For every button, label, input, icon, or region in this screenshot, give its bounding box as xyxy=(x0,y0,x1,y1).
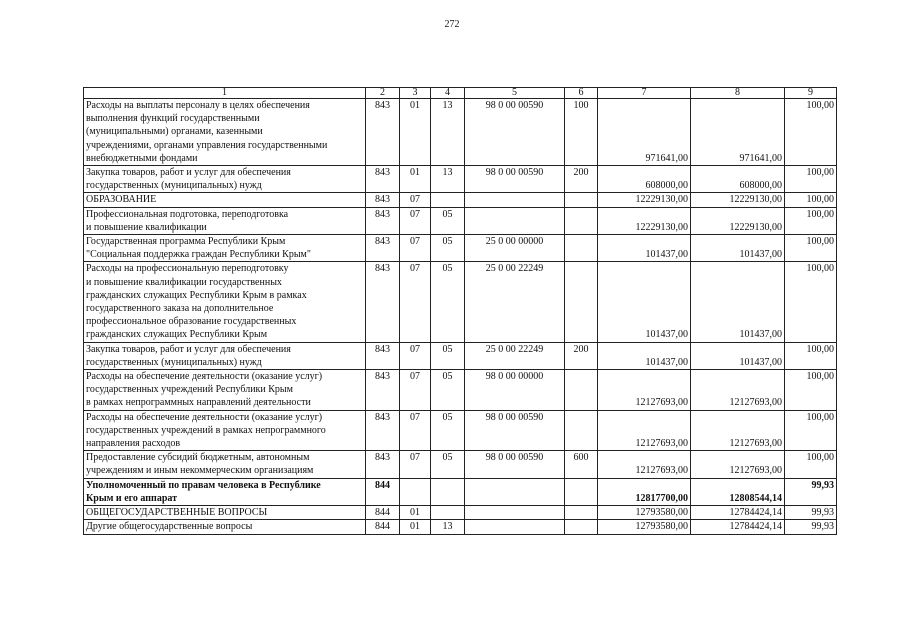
description-line: Закупка товаров, работ и услуг для обеспечения xyxy=(86,343,291,355)
section-code-cell: 07 xyxy=(400,342,431,369)
subsection-code-cell: 05 xyxy=(431,262,465,342)
subsection-code-cell: 13 xyxy=(431,166,465,193)
header-cell: 9 xyxy=(785,88,837,99)
description-line: в рамках непрограммных направлений деятельности xyxy=(86,397,311,409)
subsection-code-cell: 05 xyxy=(431,451,465,478)
section-code-cell: 07 xyxy=(400,410,431,451)
executed-amount-cell: 101437,00 xyxy=(691,235,785,262)
executed-amount-cell: 12127693,00 xyxy=(691,410,785,451)
percent-cell: 100,00 xyxy=(785,166,837,193)
header-cell: 7 xyxy=(598,88,691,99)
percent-cell: 100,00 xyxy=(785,342,837,369)
table-row xyxy=(84,262,837,342)
section-code-cell: 07 xyxy=(400,193,431,207)
target-article-cell xyxy=(465,207,565,234)
subsection-code-cell: 05 xyxy=(431,235,465,262)
section-code-cell: 01 xyxy=(400,506,431,520)
target-article-cell xyxy=(465,520,565,534)
description-line: Крым и его аппарат xyxy=(86,492,178,504)
budget-table xyxy=(83,87,837,535)
description-line: Профессиональная подготовка, переподготовка xyxy=(86,208,289,220)
section-code-cell: 01 xyxy=(400,99,431,166)
glava-code-cell: 843 xyxy=(366,99,400,166)
description-cell xyxy=(84,166,366,193)
percent-cell: 100,00 xyxy=(785,207,837,234)
expense-type-cell xyxy=(565,193,598,207)
percent-cell: 99,93 xyxy=(785,478,837,505)
glava-code-cell: 843 xyxy=(366,166,400,193)
plan-amount-cell: 101437,00 xyxy=(598,262,691,342)
description-line: и повышение квалификации xyxy=(86,221,207,233)
description-line: государственных (муниципальных) нужд xyxy=(86,356,262,368)
description-line: "Социальная поддержка граждан Республики Крым" xyxy=(86,249,311,261)
percent-cell: 100,00 xyxy=(785,235,837,262)
description-line: государственных (муниципальных) нужд xyxy=(86,180,262,192)
description-line: Закупка товаров, работ и услуг для обеспечения xyxy=(86,167,291,179)
description-line: профессиональное образование государственных xyxy=(86,316,297,328)
subsection-code-cell xyxy=(431,506,465,520)
expense-type-cell xyxy=(565,410,598,451)
description-cell xyxy=(84,451,366,478)
plan-amount-cell: 12127693,00 xyxy=(598,451,691,478)
page-number: 272 xyxy=(444,19,460,30)
description-line: Предоставление субсидий бюджетным, автономным xyxy=(86,452,310,464)
executed-amount-cell: 608000,00 xyxy=(691,166,785,193)
section-code-cell: 07 xyxy=(400,451,431,478)
description-line: внебюджетными фондами xyxy=(86,152,198,164)
description-line: ОБЩЕГОСУДАРСТВЕННЫЕ ВОПРОСЫ xyxy=(86,507,268,519)
header-cell: 5 xyxy=(465,88,565,99)
glava-code-cell: 843 xyxy=(366,235,400,262)
executed-amount-cell: 12784424,14 xyxy=(691,520,785,534)
description-line: учреждениями, органами управления государственными xyxy=(86,139,328,151)
header-cell: 3 xyxy=(400,88,431,99)
glava-code-cell: 843 xyxy=(366,410,400,451)
plan-amount-cell: 971641,00 xyxy=(598,99,691,166)
header-cell: 8 xyxy=(691,88,785,99)
table-row xyxy=(84,166,837,193)
subsection-code-cell: 05 xyxy=(431,370,465,411)
header-cell: 1 xyxy=(84,88,366,99)
executed-amount-cell: 12127693,00 xyxy=(691,451,785,478)
description-cell xyxy=(84,235,366,262)
glava-code-cell: 843 xyxy=(366,342,400,369)
expense-type-cell: 200 xyxy=(565,166,598,193)
description-cell xyxy=(84,370,366,411)
description-cell xyxy=(84,262,366,342)
subsection-code-cell: 05 xyxy=(431,207,465,234)
section-code-cell: 07 xyxy=(400,207,431,234)
expense-type-cell xyxy=(565,478,598,505)
description-line: государственных учреждений в рамках непрограммного xyxy=(86,424,326,436)
target-article-cell: 98 0 00 00000 xyxy=(465,370,565,411)
percent-cell: 100,00 xyxy=(785,262,837,342)
plan-amount-cell: 608000,00 xyxy=(598,166,691,193)
glava-code-cell: 843 xyxy=(366,193,400,207)
percent-cell: 100,00 xyxy=(785,193,837,207)
section-code-cell xyxy=(400,478,431,505)
subsection-code-cell: 13 xyxy=(431,520,465,534)
percent-cell: 100,00 xyxy=(785,370,837,411)
expense-type-cell xyxy=(565,520,598,534)
glava-code-cell: 843 xyxy=(366,262,400,342)
description-line: Расходы на выплаты персоналу в целях обеспечения xyxy=(86,100,310,111)
expense-type-cell xyxy=(565,370,598,411)
table-row xyxy=(84,451,837,478)
description-line: учреждениям и иным некоммерческим организациям xyxy=(86,465,314,477)
target-article-cell: 25 0 00 00000 xyxy=(465,235,565,262)
target-article-cell: 98 0 00 00590 xyxy=(465,451,565,478)
executed-amount-cell: 101437,00 xyxy=(691,342,785,369)
expense-type-cell: 100 xyxy=(565,99,598,166)
header-cell: 6 xyxy=(565,88,598,99)
table-row xyxy=(84,207,837,234)
glava-code-cell: 843 xyxy=(366,451,400,478)
plan-amount-cell: 101437,00 xyxy=(598,342,691,369)
header-row xyxy=(84,88,837,99)
description-line: и повышение квалификации государственных xyxy=(86,276,282,288)
table-row xyxy=(84,506,837,520)
table-row xyxy=(84,478,837,505)
target-article-cell: 25 0 00 22249 xyxy=(465,262,565,342)
target-article-cell: 98 0 00 00590 xyxy=(465,99,565,166)
executed-amount-cell: 12229130,00 xyxy=(691,207,785,234)
expense-type-cell: 600 xyxy=(565,451,598,478)
header-cell: 2 xyxy=(366,88,400,99)
section-code-cell: 07 xyxy=(400,235,431,262)
table-row xyxy=(84,410,837,451)
section-code-cell: 07 xyxy=(400,370,431,411)
target-article-cell: 25 0 00 22249 xyxy=(465,342,565,369)
plan-amount-cell: 12127693,00 xyxy=(598,370,691,411)
table-row xyxy=(84,99,837,166)
plan-amount-cell: 12793580,00 xyxy=(598,506,691,520)
plan-amount-cell: 12229130,00 xyxy=(598,193,691,207)
percent-cell: 99,93 xyxy=(785,506,837,520)
subsection-code-cell xyxy=(431,193,465,207)
plan-amount-cell: 101437,00 xyxy=(598,235,691,262)
subsection-code-cell xyxy=(431,478,465,505)
section-code-cell: 07 xyxy=(400,262,431,342)
expense-type-cell xyxy=(565,262,598,342)
subsection-code-cell: 05 xyxy=(431,410,465,451)
target-article-cell: 98 0 00 00590 xyxy=(465,166,565,193)
executed-amount-cell: 12808544,14 xyxy=(691,478,785,505)
description-line: гражданских служащих Республики Крым xyxy=(86,329,268,341)
description-line: гражданских служащих Республики Крым в рамках xyxy=(86,289,307,301)
glava-code-cell: 844 xyxy=(366,478,400,505)
plan-amount-cell: 12793580,00 xyxy=(598,520,691,534)
description-line: Государственная программа Республики Крым xyxy=(86,236,286,248)
description-cell xyxy=(84,207,366,234)
header-cell: 4 xyxy=(431,88,465,99)
glava-code-cell: 844 xyxy=(366,506,400,520)
description-line: Расходы на профессиональную переподготовку xyxy=(86,263,289,275)
description-line: Уполномоченный по правам человека в Республике xyxy=(86,479,321,491)
expense-type-cell xyxy=(565,207,598,234)
description-line: государственных учреждений Республики Крым xyxy=(86,384,293,396)
subsection-code-cell: 05 xyxy=(431,342,465,369)
table-row xyxy=(84,520,837,534)
executed-amount-cell: 101437,00 xyxy=(691,262,785,342)
section-code-cell: 01 xyxy=(400,166,431,193)
glava-code-cell: 844 xyxy=(366,520,400,534)
description-line: государственного заказа на дополнительное xyxy=(86,303,274,315)
expense-type-cell: 200 xyxy=(565,342,598,369)
percent-cell: 100,00 xyxy=(785,99,837,166)
description-line: выполнения функций государственными xyxy=(86,113,260,125)
description-cell xyxy=(84,506,366,520)
plan-amount-cell: 12817700,00 xyxy=(598,478,691,505)
expense-type-cell xyxy=(565,506,598,520)
executed-amount-cell: 971641,00 xyxy=(691,99,785,166)
description-line: Другие общегосударственные вопросы xyxy=(86,521,253,533)
table-row xyxy=(84,370,837,411)
subsection-code-cell: 13 xyxy=(431,99,465,166)
description-line: (муниципальными) органами, казенными xyxy=(86,126,263,138)
plan-amount-cell: 12127693,00 xyxy=(598,410,691,451)
description-line: направления расходов xyxy=(86,438,181,450)
percent-cell: 100,00 xyxy=(785,451,837,478)
description-line: Расходы на обеспечение деятельности (оказание услуг) xyxy=(86,411,323,423)
glava-code-cell: 843 xyxy=(366,207,400,234)
target-article-cell xyxy=(465,506,565,520)
table-row xyxy=(84,193,837,207)
plan-amount-cell: 12229130,00 xyxy=(598,207,691,234)
executed-amount-cell: 12127693,00 xyxy=(691,370,785,411)
expense-type-cell xyxy=(565,235,598,262)
description-cell xyxy=(84,410,366,451)
description-cell xyxy=(84,520,366,534)
table-row xyxy=(84,342,837,369)
description-cell xyxy=(84,342,366,369)
description-cell xyxy=(84,99,366,166)
executed-amount-cell: 12784424,14 xyxy=(691,506,785,520)
description-cell xyxy=(84,478,366,505)
percent-cell: 100,00 xyxy=(785,410,837,451)
description-cell xyxy=(84,193,366,207)
description-line: ОБРАЗОВАНИЕ xyxy=(86,194,157,206)
section-code-cell: 01 xyxy=(400,520,431,534)
executed-amount-cell: 12229130,00 xyxy=(691,193,785,207)
description-line: Расходы на обеспечение деятельности (оказание услуг) xyxy=(86,371,323,383)
percent-cell: 99,93 xyxy=(785,520,837,534)
target-article-cell xyxy=(465,193,565,207)
target-article-cell xyxy=(465,478,565,505)
glava-code-cell: 843 xyxy=(366,370,400,411)
table-row xyxy=(84,235,837,262)
target-article-cell: 98 0 00 00590 xyxy=(465,410,565,451)
